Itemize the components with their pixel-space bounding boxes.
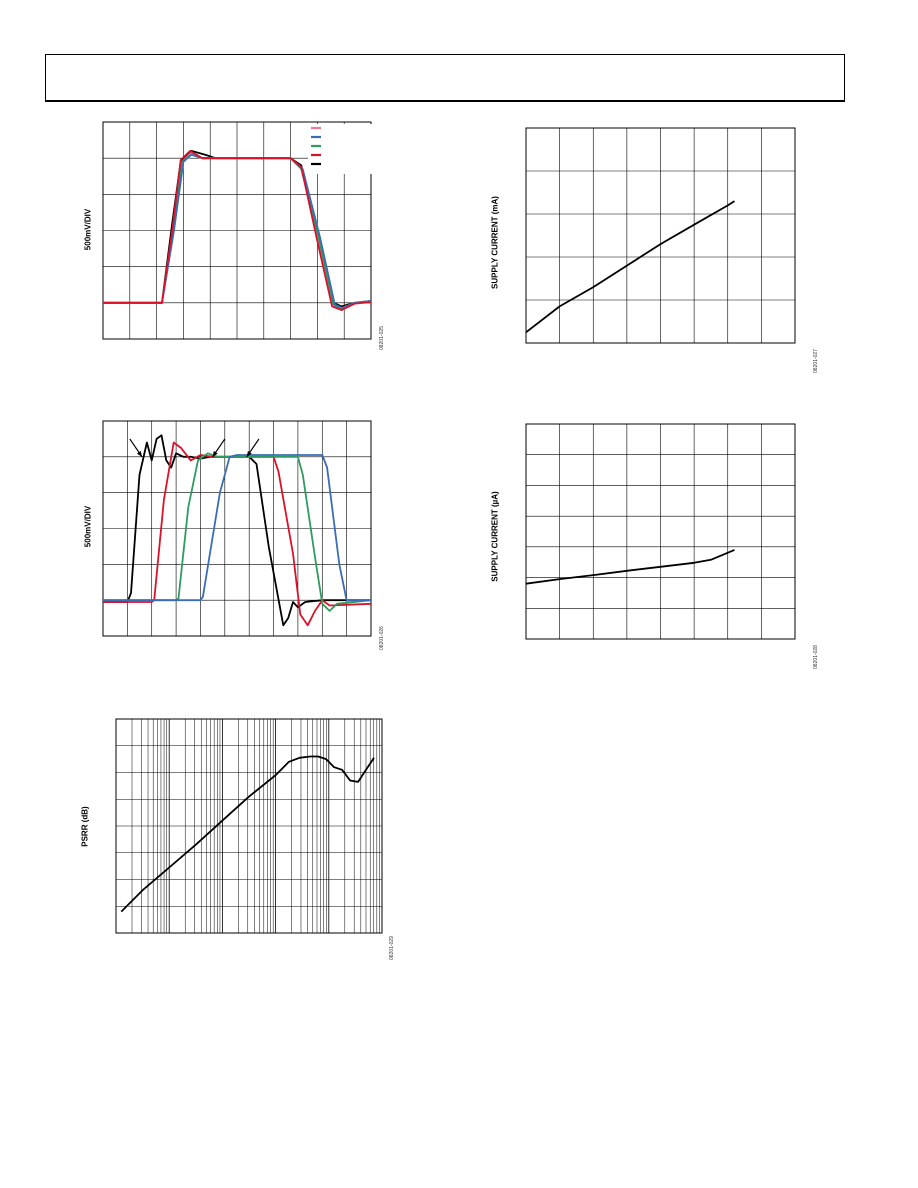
annotation-arrowhead-0 xyxy=(137,451,142,457)
chart-fig25-ylabel: 500mV/DIV xyxy=(83,208,93,251)
chart-fig28 xyxy=(526,424,795,639)
series-line-2 xyxy=(103,453,371,611)
chart-fig29-svg xyxy=(116,719,382,933)
chart-fig29-ylabel: PSRR (dB) xyxy=(80,806,90,847)
chart-fig25 xyxy=(103,122,371,339)
chart-fig26-ylabel: 500mV/DIV xyxy=(83,505,93,548)
chart-fig29 xyxy=(116,719,382,933)
chart-fig29-id: 08201-029 xyxy=(389,936,395,960)
series-line-3 xyxy=(103,455,371,600)
chart-fig26-svg xyxy=(103,421,371,636)
chart-fig28-id: 08201-028 xyxy=(813,645,819,669)
chart-fig25-svg xyxy=(103,122,371,339)
chart-fig27 xyxy=(526,128,795,343)
series-line-1 xyxy=(103,443,371,626)
chart-fig26-id: 08201-026 xyxy=(379,626,385,650)
series-line-0 xyxy=(526,550,735,584)
series-line-0 xyxy=(526,201,735,332)
series-line-0 xyxy=(103,435,371,625)
chart-fig27-svg xyxy=(526,128,795,343)
chart-fig26 xyxy=(103,421,371,636)
page-header-box xyxy=(45,54,845,102)
legend-box xyxy=(308,124,376,174)
chart-fig28-ylabel: SUPPLY CURRENT (µA) xyxy=(490,491,500,582)
chart-fig27-id: 08201-027 xyxy=(813,349,819,373)
chart-fig28-svg xyxy=(526,424,795,639)
chart-fig25-id: 08201-025 xyxy=(379,326,385,350)
chart-fig27-ylabel: SUPPLY CURRENT (mA) xyxy=(490,196,500,289)
